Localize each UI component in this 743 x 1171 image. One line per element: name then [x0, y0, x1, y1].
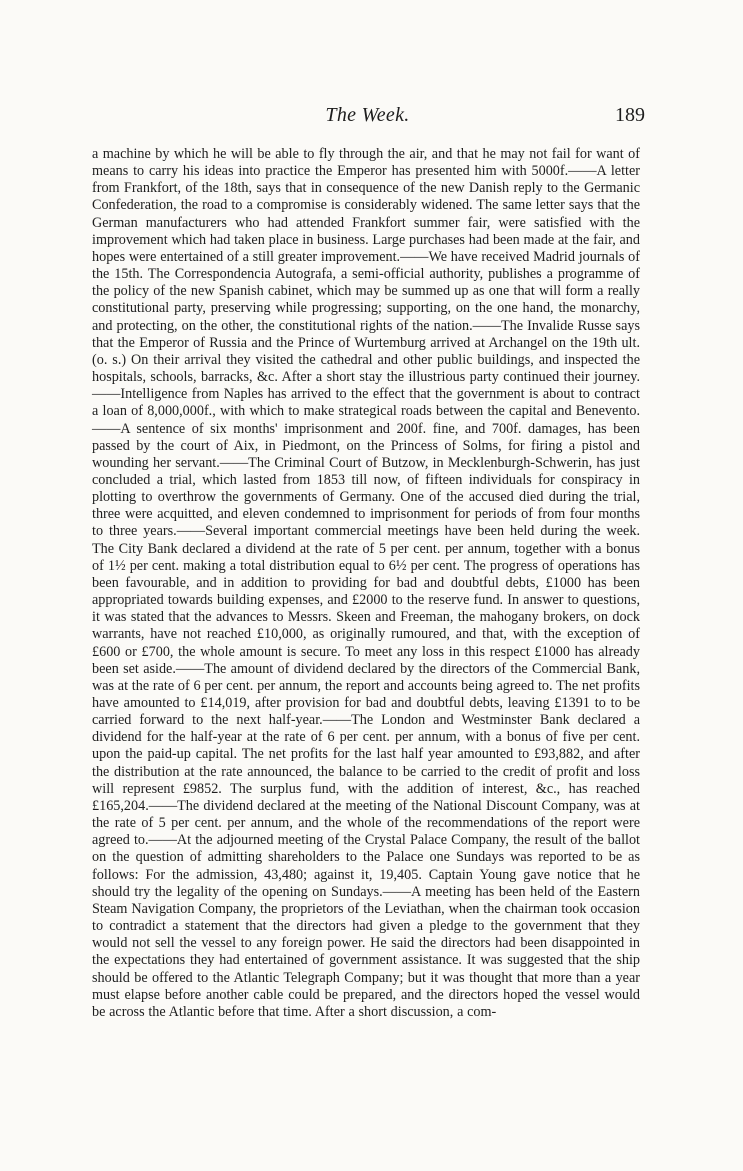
running-head — [82, 104, 653, 134]
running-title: The Week. — [325, 104, 410, 126]
body-paragraph: a machine by which he will be able to fly through the air, and that he may not fail for want of means to carry his ideas into practice the Emperor has presented him with 5000f.——A letter from Frankfort, of the 18th, says that in consequence of the new Danish reply to the Germanic Confederation, the road to a compromise is considerably widened. The same letter says that the German manufacturers who had attended Frankfort summer fair, were satisfied with the improvement which had taken place in business. Large purchases had been made at the fair, and hopes were entertained of a still greater improvement.——We have received Madrid journals of the 15th. The Correspondencia Autografa, a semi-official authority, publishes a programme of the policy of the new Spanish cabinet, which may be summed up as one that will form a really constitutional party, preserving while progressing; supporting, on the one hand, the monarchy, and protecting, on the other, the constitutional rights of the nation.——The Invalide Russe says that the Emperor of Russia and the Prince of Wurtemburg arrived at Archangel on the 19th ult. (o. s.) On their arrival they visited the cathedral and other public buildings, and inspected the hospitals, schools, barracks, &c. After a short stay the illustrious party continued their journey.——Intelligence from Naples has arrived to the effect that the government is about to contract a loan of 8,000,000f., with which to make strategical roads between the capital and Benevento.——A sentence of six months' imprisonment and 200f. fine, and 700f. damages, has been passed by the court of Aix, in Piedmont, on the Princess of Solms, for firing a pistol and wounding her servant.——The Criminal Court of Butzow, in Mecklenburgh-Schwerin, has just concluded a trial, which lasted from 1853 till now, of fifteen individuals for conspiracy in plotting to overthrow the governments of Germany. One of the accused died during the trial, three were acquitted, and eleven condemned to imprisonment for periods of from four months to three years.——Several important commercial meetings have been held during the week. The City Bank declared a dividend at the rate of 5 per cent. per annum, together with a bonus of 1½ per cent. making a total distribution equal to 6½ per cent. The progress of operations has been favourable, and in addition to providing for bad and doubtful debts, £1000 has been appropriated towards building expenses, and £2000 to the reserve fund. In answer to questions, it was stated that the advances to Messrs. Skeen and Freeman, the mahogany brokers, on dock warrants, have not reached £10,000, as originally rumoured, and that, with the exception of £600 or £700, the whole amount is secure. To meet any loss in this respect £1000 has already been set aside.——The amount of dividend declared by the directors of the Commercial Bank, was at the rate of 6 per cent. per annum, the report and accounts being agreed to. The net profits have amounted to £14,019, after provision for bad and doubtful debts, leaving £1391 to to be carried forward to the next half-year.——The London and Westminster Bank declared a dividend for the half-year at the rate of 6 per cent. per annum, with a bonus of five per cent. upon the paid-up capital. The net profits for the last half year amounted to £93,882, and after the distribution at the rate announced, the balance to be carried to the credit of profit and loss will represent £9852. The surplus fund, with the addition of interest, &c., has reached £165,204.——The dividend declared at the meeting of the National Discount Company, was at the rate of 5 per cent. per annum, and the whole of the recommendations of the report were agreed to.——At the adjourned meeting of the Crystal Palace Company, the result of the ballot on the question of admitting shareholders to the Palace one Sundays was reported to be as follows: For the admission, 43,480; against it, 19,405. Captain Young gave notice that he should try the legality of the opening on Sundays.——A meeting has been held of the Eastern Steam Navigation Company, the proprietors of the Leviathan, when the chairman took occasion to contradict a statement that the directors had given a pledge to the government that they would not sell the vessel to any foreign power. He said the directors had been disappointed in the expectations they had entertained of government assistance. It was suggested that the ship should be offered to the Atlantic Telegraph Company; but it was thought that more than a year must elapse before another cable could be prepared, and the directors hoped the vessel would be across the Atlantic before that time. After a short discussion, a com- — [92, 146, 640, 1020]
page-number: 189 — [615, 104, 645, 126]
